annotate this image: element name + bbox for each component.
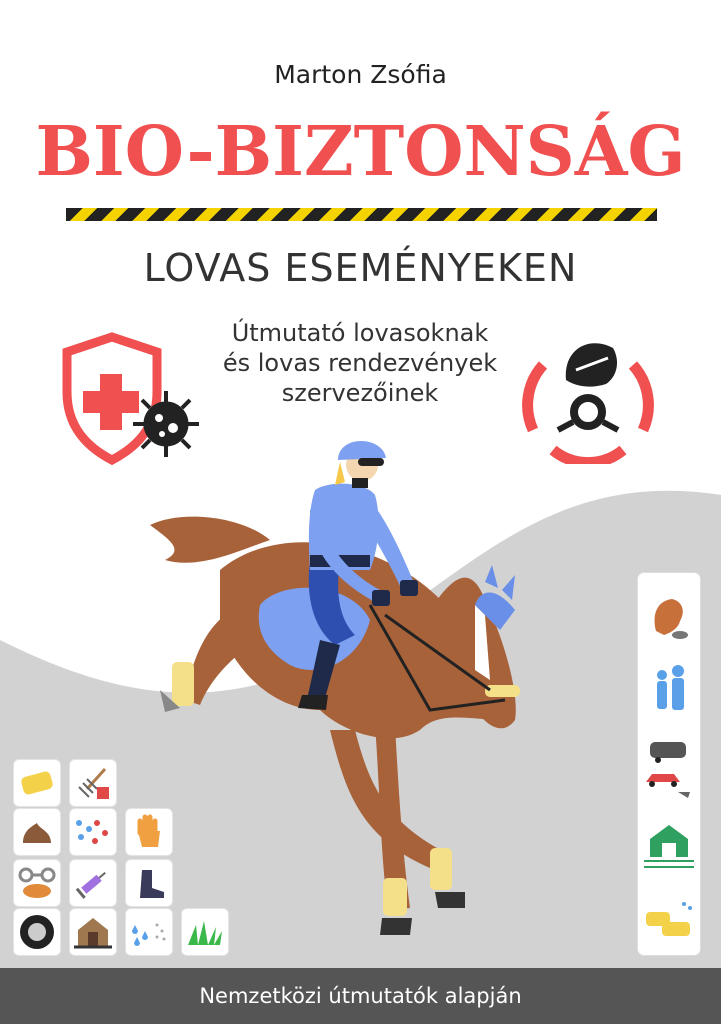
manure-icon [14, 809, 60, 855]
biohazard-horse-icon [518, 330, 658, 464]
bit-icon [14, 860, 60, 906]
spray-icon [126, 909, 172, 955]
syringe-icon [70, 860, 116, 906]
hay-bales-icon [638, 898, 700, 943]
right-icon-panel [638, 573, 700, 955]
stable-icon [70, 909, 116, 955]
people-icon [638, 665, 700, 715]
rider-horse-illustration [130, 430, 530, 955]
water-drops-icon [70, 809, 116, 855]
hay-bale-icon [14, 760, 60, 806]
pitchfork-icon [70, 760, 116, 806]
book-title: BIO-BIZTONSÁG [35, 112, 686, 192]
boot-icon [126, 860, 172, 906]
grass-icon [182, 909, 228, 955]
guide-description [190, 318, 530, 408]
tire-icon [14, 909, 60, 955]
footer-banner: Nemzetközi útmutatók alapján [0, 968, 721, 1024]
book-subtitle: LOVAS ESEMÉNYEKEN [143, 246, 578, 290]
guide-line-1: Útmutató lovasoknak [231, 319, 489, 347]
vehicles-icon [638, 736, 700, 806]
author-name: Marton Zsófia [274, 60, 447, 89]
farm-icon [638, 821, 700, 876]
hand-icon [126, 809, 172, 855]
guide-line-2: és lovas rendezvények [222, 349, 498, 377]
hazard-stripe [66, 208, 657, 221]
horse-rodent-icon [638, 591, 700, 641]
guide-line-3: szervezőinek [281, 379, 439, 407]
